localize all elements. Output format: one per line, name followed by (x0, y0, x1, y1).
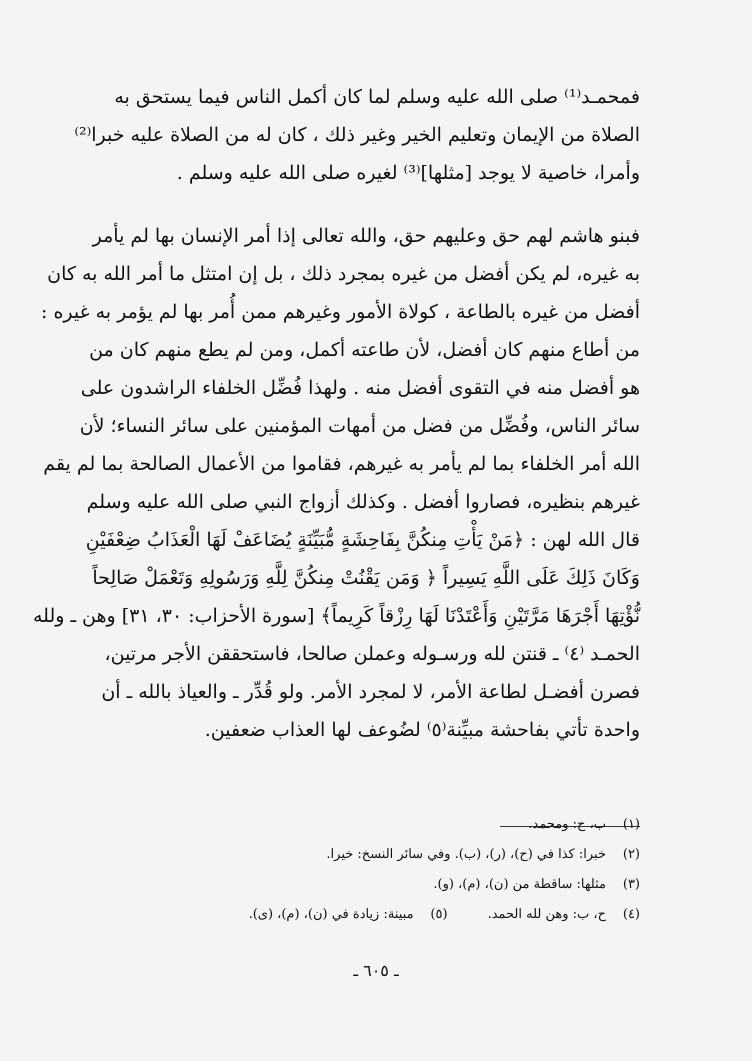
footnote-text: مثلها: ساقطة من (ن)، (م)، (و). (433, 877, 606, 892)
footnote-text: مبينة: زيادة في (ن)، (م)، (ى). (248, 907, 414, 922)
footnote (150, 900, 640, 930)
footnote (150, 810, 640, 840)
paragraph-1 (74, 78, 640, 192)
text-line: به غيره، لم يكن أفضل من غيره بمجرد ذلك ، بل إن امتثل ما أمر الله به كان (47, 263, 640, 285)
text-line: سائر الناس، وفُضِّل من فضل من أمهات المؤمنين على سائر النساء؛ لأن (79, 415, 640, 437)
page-number: ـ ٦٠٥ ـ (353, 961, 399, 980)
footnote (150, 840, 640, 870)
text-line: فصرن أفضـل لطاعة الأمر، لا لمجرد الأمر. ولو قُدِّر ـ والعياذ بالله ـ أن (101, 681, 640, 703)
footnote-number: (٢) (622, 847, 640, 862)
footnote-text: خبرا: كذا في (ح)، (ر)، (ب). وفي سائر النسخ: خيرا. (326, 847, 606, 862)
text-line: فمحمـد⁽¹⁾ صلى الله عليه وسلم لما كان أكمل الناس فيما يستحق به (114, 86, 640, 108)
quran-verse-line: وَكَانَ ذَلِكَ عَلَى اللَّهِ يَسِيراً ﴿ وَمَن يَقْنُتْ مِنكُنَّ لِلَّهِ وَرَسُولِهِ وَتَعْمَلْ صَالِحاً (92, 567, 640, 589)
text-line: أفضل من غيره بالطاعة ، كولاة الأمور وغيرهم ممن أُمر بها لم يؤمر به غيره : (41, 301, 640, 323)
text-line: غيرهم بنظيره، فصاروا أفضل . وكذلك أزواج النبي صلى الله عليه وسلم (86, 491, 640, 513)
paragraph-2 (32, 217, 640, 749)
footnote-number: (٤) (622, 907, 640, 922)
footnote-text: ب، ح: ومحمد. (528, 817, 606, 832)
quran-verse-line: نُّؤْتِهَا أَجْرَهَا مَرَّتَيْنِ وَأَعْتَدْنَا لَهَا رِزْقاً كَرِيماً﴾ [سورة الأحزاب: ٣٠، ٣١] وهن ـ ولله (32, 605, 640, 627)
text-line: هو أفضل منه في التقوى أفضل منه . ولهذا فُضِّل الخلفاء الراشدون على (80, 377, 640, 399)
footnote (150, 870, 640, 900)
text-line: الحمـد ⁽٤⁾ ـ قنتن لله ورسـوله وعملن صالحا، فاستحققن الأجر مرتين، (104, 643, 640, 665)
footnote-number: (٥) (430, 907, 448, 922)
footnote-number: (٣) (622, 877, 640, 892)
footnote-text: ح، ب: وهن لله الحمد. (487, 907, 606, 922)
footnote-number: (١) (622, 817, 640, 832)
text-line: واحدة تأتي بفاحشة مبيِّنة⁽٥⁾ لضُوعف لها العذاب ضعفين. (204, 719, 640, 741)
text-line: من أطاع منهم كان أفضل، لأن طاعته أكمل، ومن لم يطع منهم كان من (89, 339, 640, 361)
text-line: الصلاة من الإيمان وتعليم الخير وغير ذلك ، كان له من الصلاة عليه خبرا⁽²⁾ (74, 124, 640, 146)
text-line: وأمرا، خاصية لا يوجد [مثلها]⁽³⁾ لغيره صلى الله عليه وسلم . (176, 162, 640, 184)
quran-verse-line: قال الله لهن : ﴿مَنْ يَأْتِ مِنكُنَّ بِفَاحِشَةٍ مُّبَيِّنَةٍ يُضَاعَفْ لَهَا الْعَذَابُ ضِعْفَيْنِ (85, 529, 640, 551)
footnotes (150, 810, 640, 930)
text-line: الله أمر الخلفاء بما لم يأمر به غيرهم، فقاموا من الأعمال الصالحة بما لم يقم (43, 453, 640, 475)
text-line: فبنو هاشم لهم حق وعليهم حق، والله تعالى إذا أمر الإنسان بها لم يأمر (92, 225, 640, 247)
